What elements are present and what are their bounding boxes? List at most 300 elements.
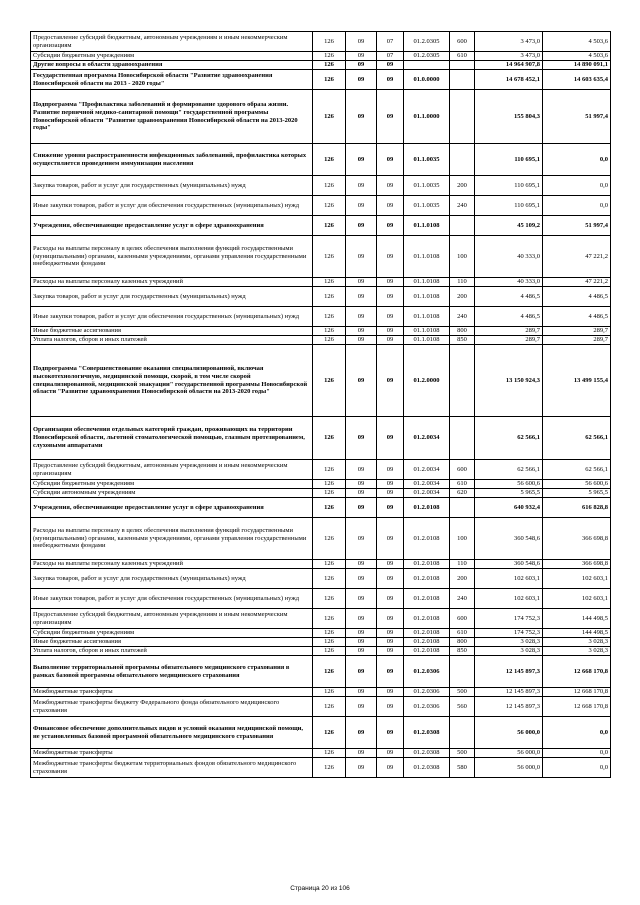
cell-expense-type: 800 [450, 327, 475, 336]
cell-ministry-code: 126 [313, 236, 346, 278]
document-page [30, 31, 610, 778]
cell-amount-1: 102 603,1 [475, 589, 543, 609]
cell-target-code: 01.2.0306 [404, 656, 450, 688]
cell-target-code: 01.1.0000 [404, 90, 450, 144]
cell-expense-type: 240 [450, 589, 475, 609]
cell-amount-2: 366 698,8 [543, 560, 611, 569]
cell-section-code: 09 [346, 216, 377, 236]
cell-subsection-code: 09 [377, 90, 404, 144]
cell-amount-1: 4 486,5 [475, 287, 543, 307]
cell-expense-type [450, 61, 475, 70]
cell-section-code: 09 [346, 489, 377, 498]
cell-section-code: 09 [346, 569, 377, 589]
cell-section-code: 09 [346, 518, 377, 560]
table-row [31, 196, 611, 216]
cell-subsection-code: 07 [377, 32, 404, 52]
cell-target-code: 01.1.0035 [404, 176, 450, 196]
table-row [31, 336, 611, 345]
cell-expense-type: 110 [450, 278, 475, 287]
cell-ministry-code: 126 [313, 489, 346, 498]
cell-subsection-code: 09 [377, 489, 404, 498]
cell-amount-2: 3 028,3 [543, 647, 611, 656]
cell-target-code: 01.2.0108 [404, 647, 450, 656]
page-number: Страница 20 из 106 [290, 885, 350, 892]
cell-section-code: 09 [346, 236, 377, 278]
cell-target-code: 01.2.0308 [404, 717, 450, 749]
cell-amount-2: 47 221,2 [543, 236, 611, 278]
cell-ministry-code: 126 [313, 176, 346, 196]
cell-ministry-code: 126 [313, 629, 346, 638]
cell-target-code: 01.1.0108 [404, 278, 450, 287]
cell-ministry-code: 126 [313, 278, 346, 287]
cell-subsection-code: 09 [377, 196, 404, 216]
cell-ministry-code: 126 [313, 52, 346, 61]
cell-amount-1: 45 109,2 [475, 216, 543, 236]
cell-subsection-code: 09 [377, 307, 404, 327]
table-row [31, 90, 611, 144]
cell-ministry-code: 126 [313, 327, 346, 336]
cell-target-code: 01.2.0308 [404, 749, 450, 758]
row-name: Расходы на выплаты персоналу казенных учреждений [31, 278, 313, 287]
cell-amount-1: 174 752,3 [475, 609, 543, 629]
cell-expense-type: 240 [450, 196, 475, 216]
table-row [31, 216, 611, 236]
cell-subsection-code: 09 [377, 569, 404, 589]
cell-expense-type [450, 717, 475, 749]
cell-section-code: 09 [346, 336, 377, 345]
cell-target-code: 01.2.0108 [404, 629, 450, 638]
table-row [31, 278, 611, 287]
cell-section-code: 09 [346, 61, 377, 70]
cell-expense-type [450, 216, 475, 236]
cell-target-code: 01.1.0108 [404, 307, 450, 327]
cell-expense-type [450, 345, 475, 417]
cell-ministry-code: 126 [313, 717, 346, 749]
cell-section-code: 09 [346, 589, 377, 609]
row-name: Уплата налогов, сборов и иных платежей [31, 336, 313, 345]
cell-subsection-code: 09 [377, 518, 404, 560]
table-row [31, 307, 611, 327]
row-name: Выполнение территориальной программы обязательного медицинского страхования в рамках базовой программы обязательного медицинского страхования [31, 656, 313, 688]
cell-subsection-code: 09 [377, 278, 404, 287]
cell-amount-2: 144 498,5 [543, 629, 611, 638]
cell-expense-type: 500 [450, 688, 475, 697]
cell-ministry-code: 126 [313, 196, 346, 216]
cell-amount-2: 0,0 [543, 749, 611, 758]
cell-expense-type: 850 [450, 336, 475, 345]
cell-amount-1: 12 145 897,3 [475, 697, 543, 717]
table-row [31, 176, 611, 196]
cell-expense-type: 850 [450, 647, 475, 656]
row-name: Подпрограмма "Совершенствование оказания специализированной, включая высокотехнологичную, медицинской помощи, скорой, в том числе скорой специализированной, медицинской эвакуации" государственной программы Новосибирской области "Развитие здравоохранения Новосибирской области на 2013-2020 годы" [31, 345, 313, 417]
table-row [31, 629, 611, 638]
table-row [31, 61, 611, 70]
row-name: Организация обеспечения отдельных категорий граждан, проживающих на территории Новосибирской области, льготной стоматологической помощью, глазным протезированием, слуховыми аппаратами [31, 417, 313, 460]
cell-subsection-code: 09 [377, 327, 404, 336]
table-row [31, 518, 611, 560]
cell-amount-2: 4 503,6 [543, 32, 611, 52]
cell-target-code: 01.2.0034 [404, 417, 450, 460]
cell-amount-1: 102 603,1 [475, 569, 543, 589]
row-name: Другие вопросы в области здравоохранения [31, 61, 313, 70]
cell-section-code: 09 [346, 287, 377, 307]
cell-amount-1: 3 473,0 [475, 52, 543, 61]
row-name: Подпрограмма "Профилактика заболеваний и формирование здорового образа жизни. Развитие первичной медико-санитарной помощи" государственной программы Новосибирской области "Развитие здравоохранения Новосибирской области на 2013-2020 годы" [31, 90, 313, 144]
table-row [31, 697, 611, 717]
table-body [31, 32, 611, 778]
cell-target-code: 01.1.0108 [404, 236, 450, 278]
cell-amount-2: 289,7 [543, 336, 611, 345]
cell-amount-2: 4 486,5 [543, 287, 611, 307]
cell-section-code: 09 [346, 498, 377, 518]
cell-target-code: 01.2.0108 [404, 518, 450, 560]
cell-section-code: 09 [346, 758, 377, 778]
cell-amount-2: 0,0 [543, 144, 611, 176]
cell-amount-2: 13 499 155,4 [543, 345, 611, 417]
cell-amount-1: 289,7 [475, 336, 543, 345]
cell-amount-2: 12 668 170,8 [543, 656, 611, 688]
cell-expense-type: 560 [450, 697, 475, 717]
table-row [31, 70, 611, 90]
cell-amount-2: 102 603,1 [543, 589, 611, 609]
cell-amount-2: 0,0 [543, 196, 611, 216]
budget-table [30, 31, 611, 778]
cell-target-code: 01.2.0306 [404, 697, 450, 717]
cell-amount-1: 110 695,1 [475, 144, 543, 176]
row-name: Иные закупки товаров, работ и услуг для обеспечения государственных (муниципальных) нужд [31, 589, 313, 609]
cell-amount-2: 144 498,5 [543, 609, 611, 629]
row-name: Расходы на выплаты персоналу в целях обеспечения выполнения функций государственными (муниципальными) органами, казенными учреждениями, органами управления государственными внебюджетными фондами [31, 518, 313, 560]
cell-target-code: 01.2.0108 [404, 560, 450, 569]
row-name: Межбюджетные трансферты бюджету Федерального фонда обязательного медицинского страхования [31, 697, 313, 717]
cell-ministry-code: 126 [313, 498, 346, 518]
cell-amount-2: 4 486,5 [543, 307, 611, 327]
cell-target-code: 01.0.0000 [404, 70, 450, 90]
cell-target-code: 01.1.0108 [404, 327, 450, 336]
cell-ministry-code: 126 [313, 61, 346, 70]
row-name: Государственная программа Новосибирской области "Развитие здравоохранения Новосибирской области на 2013 - 2020 годы" [31, 70, 313, 90]
cell-expense-type: 200 [450, 569, 475, 589]
cell-expense-type [450, 417, 475, 460]
cell-ministry-code: 126 [313, 758, 346, 778]
cell-subsection-code: 09 [377, 336, 404, 345]
cell-subsection-code: 09 [377, 417, 404, 460]
cell-ministry-code: 126 [313, 518, 346, 560]
cell-target-code [404, 61, 450, 70]
cell-amount-1: 62 566,1 [475, 460, 543, 480]
cell-subsection-code: 09 [377, 609, 404, 629]
table-row [31, 647, 611, 656]
cell-ministry-code: 126 [313, 90, 346, 144]
cell-amount-1: 12 145 897,3 [475, 688, 543, 697]
row-name: Предоставление субсидий бюджетным, автономным учреждениям и иным некоммерческим организациям [31, 609, 313, 629]
cell-expense-type: 580 [450, 758, 475, 778]
row-name: Финансовое обеспечение дополнительных видов и условий оказания медицинской помощи, не установленных базовой программой обязательного медицинского страхования [31, 717, 313, 749]
row-name: Иные бюджетные ассигнования [31, 638, 313, 647]
cell-subsection-code: 09 [377, 647, 404, 656]
row-name: Субсидии бюджетным учреждениям [31, 52, 313, 61]
table-row [31, 345, 611, 417]
cell-expense-type: 240 [450, 307, 475, 327]
cell-subsection-code: 09 [377, 498, 404, 518]
cell-ministry-code: 126 [313, 216, 346, 236]
cell-target-code: 01.1.0035 [404, 144, 450, 176]
cell-target-code: 01.2.0000 [404, 345, 450, 417]
cell-target-code: 01.2.0108 [404, 589, 450, 609]
cell-expense-type [450, 144, 475, 176]
cell-ministry-code: 126 [313, 287, 346, 307]
cell-section-code: 09 [346, 417, 377, 460]
cell-amount-2: 3 028,3 [543, 638, 611, 647]
cell-section-code: 09 [346, 656, 377, 688]
cell-amount-2: 14 603 635,4 [543, 70, 611, 90]
row-name: Иные бюджетные ассигнования [31, 327, 313, 336]
row-name: Закупка товаров, работ и услуг для государственных (муниципальных) нужд [31, 287, 313, 307]
cell-subsection-code: 09 [377, 688, 404, 697]
cell-ministry-code: 126 [313, 569, 346, 589]
cell-amount-2: 12 668 170,8 [543, 697, 611, 717]
cell-amount-1: 110 695,1 [475, 196, 543, 216]
table-row [31, 609, 611, 629]
cell-section-code: 09 [346, 307, 377, 327]
cell-amount-1: 640 932,4 [475, 498, 543, 518]
cell-amount-1: 174 752,3 [475, 629, 543, 638]
row-name: Расходы на выплаты персоналу в целях обеспечения выполнения функций государственными (муниципальными) органами, казенными учреждениями, органами управления государственными внебюджетными фондами [31, 236, 313, 278]
cell-subsection-code: 09 [377, 144, 404, 176]
cell-amount-1: 14 678 452,1 [475, 70, 543, 90]
cell-ministry-code: 126 [313, 480, 346, 489]
cell-section-code: 09 [346, 32, 377, 52]
cell-section-code: 09 [346, 327, 377, 336]
table-row [31, 460, 611, 480]
cell-section-code: 09 [346, 629, 377, 638]
cell-subsection-code: 09 [377, 629, 404, 638]
cell-expense-type [450, 656, 475, 688]
cell-amount-2: 12 668 170,8 [543, 688, 611, 697]
row-name: Межбюджетные трансферты [31, 749, 313, 758]
cell-amount-2: 102 603,1 [543, 569, 611, 589]
cell-section-code: 09 [346, 345, 377, 417]
cell-amount-1: 3 473,0 [475, 32, 543, 52]
cell-amount-2: 14 890 091,1 [543, 61, 611, 70]
cell-amount-1: 56 600,6 [475, 480, 543, 489]
cell-subsection-code: 09 [377, 560, 404, 569]
table-row [31, 749, 611, 758]
table-row [31, 758, 611, 778]
cell-amount-1: 56 000,0 [475, 749, 543, 758]
cell-section-code: 09 [346, 70, 377, 90]
row-name: Предоставление субсидий бюджетным, автономным учреждениям и иным некоммерческим организациям [31, 32, 313, 52]
cell-amount-2: 62 566,1 [543, 460, 611, 480]
cell-amount-2: 0,0 [543, 717, 611, 749]
cell-amount-1: 3 028,3 [475, 647, 543, 656]
cell-target-code: 01.2.0108 [404, 498, 450, 518]
cell-target-code: 01.1.0035 [404, 196, 450, 216]
table-row [31, 417, 611, 460]
cell-ministry-code: 126 [313, 589, 346, 609]
row-name: Межбюджетные трансферты бюджетам территориальных фондов обязательного медицинского страхования [31, 758, 313, 778]
cell-section-code: 09 [346, 749, 377, 758]
cell-amount-2: 56 600,6 [543, 480, 611, 489]
cell-expense-type: 610 [450, 629, 475, 638]
row-name: Межбюджетные трансферты [31, 688, 313, 697]
table-row [31, 52, 611, 61]
cell-expense-type: 200 [450, 287, 475, 307]
cell-expense-type: 600 [450, 460, 475, 480]
row-name: Расходы на выплаты персоналу казенных учреждений [31, 560, 313, 569]
cell-ministry-code: 126 [313, 417, 346, 460]
cell-amount-1: 289,7 [475, 327, 543, 336]
row-name: Закупка товаров, работ и услуг для государственных (муниципальных) нужд [31, 569, 313, 589]
row-name: Иные закупки товаров, работ и услуг для обеспечения государственных (муниципальных) нужд [31, 196, 313, 216]
cell-amount-2: 0,0 [543, 758, 611, 778]
cell-section-code: 09 [346, 560, 377, 569]
cell-expense-type: 100 [450, 236, 475, 278]
cell-section-code: 09 [346, 52, 377, 61]
cell-expense-type: 500 [450, 749, 475, 758]
cell-subsection-code: 09 [377, 656, 404, 688]
table-row [31, 717, 611, 749]
row-name: Закупка товаров, работ и услуг для государственных (муниципальных) нужд [31, 176, 313, 196]
cell-amount-1: 56 000,0 [475, 717, 543, 749]
cell-target-code: 01.2.0034 [404, 489, 450, 498]
cell-amount-1: 12 145 897,3 [475, 656, 543, 688]
row-name: Субсидии бюджетным учреждениям [31, 629, 313, 638]
cell-target-code: 01.2.0108 [404, 569, 450, 589]
cell-ministry-code: 126 [313, 345, 346, 417]
table-row [31, 569, 611, 589]
cell-subsection-code: 09 [377, 638, 404, 647]
cell-subsection-code: 09 [377, 236, 404, 278]
cell-subsection-code: 09 [377, 697, 404, 717]
cell-section-code: 09 [346, 717, 377, 749]
cell-section-code: 09 [346, 460, 377, 480]
cell-subsection-code: 09 [377, 749, 404, 758]
table-row [31, 589, 611, 609]
cell-section-code: 09 [346, 697, 377, 717]
cell-amount-1: 40 333,0 [475, 278, 543, 287]
cell-amount-2: 289,7 [543, 327, 611, 336]
cell-expense-type: 600 [450, 32, 475, 52]
cell-target-code: 01.2.0306 [404, 688, 450, 697]
cell-amount-1: 360 548,6 [475, 560, 543, 569]
cell-amount-1: 5 965,5 [475, 489, 543, 498]
cell-amount-1: 110 695,1 [475, 176, 543, 196]
cell-amount-1: 4 486,5 [475, 307, 543, 327]
cell-target-code: 01.2.0034 [404, 480, 450, 489]
cell-subsection-code: 09 [377, 345, 404, 417]
cell-subsection-code: 09 [377, 176, 404, 196]
cell-amount-1: 3 028,3 [475, 638, 543, 647]
cell-section-code: 09 [346, 688, 377, 697]
cell-expense-type: 800 [450, 638, 475, 647]
cell-target-code: 01.2.0308 [404, 758, 450, 778]
cell-section-code: 09 [346, 278, 377, 287]
cell-amount-2: 51 997,4 [543, 216, 611, 236]
cell-expense-type: 620 [450, 489, 475, 498]
cell-subsection-code: 07 [377, 52, 404, 61]
table-row [31, 236, 611, 278]
cell-subsection-code: 09 [377, 460, 404, 480]
cell-target-code: 01.2.0305 [404, 32, 450, 52]
cell-amount-1: 62 566,1 [475, 417, 543, 460]
cell-amount-1: 360 548,6 [475, 518, 543, 560]
table-row [31, 144, 611, 176]
cell-amount-2: 616 828,8 [543, 498, 611, 518]
row-name: Иные закупки товаров, работ и услуг для обеспечения государственных (муниципальных) нужд [31, 307, 313, 327]
cell-amount-1: 56 000,0 [475, 758, 543, 778]
cell-subsection-code: 09 [377, 717, 404, 749]
cell-ministry-code: 126 [313, 307, 346, 327]
cell-ministry-code: 126 [313, 749, 346, 758]
cell-subsection-code: 09 [377, 589, 404, 609]
table-row [31, 638, 611, 647]
cell-amount-2: 366 698,8 [543, 518, 611, 560]
table-row [31, 656, 611, 688]
cell-expense-type: 200 [450, 176, 475, 196]
cell-expense-type: 600 [450, 609, 475, 629]
cell-amount-2: 62 566,1 [543, 417, 611, 460]
cell-ministry-code: 126 [313, 609, 346, 629]
cell-target-code: 01.1.0108 [404, 336, 450, 345]
cell-target-code: 01.2.0108 [404, 638, 450, 647]
cell-section-code: 09 [346, 647, 377, 656]
cell-expense-type [450, 90, 475, 144]
cell-amount-2: 0,0 [543, 176, 611, 196]
cell-section-code: 09 [346, 176, 377, 196]
cell-ministry-code: 126 [313, 560, 346, 569]
table-row [31, 560, 611, 569]
cell-expense-type: 610 [450, 480, 475, 489]
row-name: Предоставление субсидий бюджетным, автономным учреждениям и иным некоммерческим организациям [31, 460, 313, 480]
cell-expense-type: 610 [450, 52, 475, 61]
cell-expense-type [450, 498, 475, 518]
cell-amount-2: 51 997,4 [543, 90, 611, 144]
cell-ministry-code: 126 [313, 647, 346, 656]
row-name: Снижение уровня распространенности инфекционных заболеваний, профилактика которых осуществляется проведением иммунизации населения [31, 144, 313, 176]
table-row [31, 498, 611, 518]
table-row [31, 32, 611, 52]
cell-target-code: 01.1.0108 [404, 216, 450, 236]
cell-expense-type [450, 70, 475, 90]
cell-ministry-code: 126 [313, 460, 346, 480]
cell-section-code: 09 [346, 196, 377, 216]
cell-ministry-code: 126 [313, 32, 346, 52]
cell-amount-2: 4 503,6 [543, 52, 611, 61]
table-row [31, 489, 611, 498]
cell-amount-1: 14 964 907,8 [475, 61, 543, 70]
table-row [31, 327, 611, 336]
cell-amount-2: 47 221,2 [543, 278, 611, 287]
cell-target-code: 01.2.0034 [404, 460, 450, 480]
cell-subsection-code: 09 [377, 70, 404, 90]
cell-expense-type: 110 [450, 560, 475, 569]
row-name: Субсидии бюджетным учреждениям [31, 480, 313, 489]
cell-subsection-code: 09 [377, 61, 404, 70]
cell-amount-1: 40 333,0 [475, 236, 543, 278]
cell-ministry-code: 126 [313, 656, 346, 688]
table-row [31, 287, 611, 307]
cell-section-code: 09 [346, 638, 377, 647]
table-row [31, 688, 611, 697]
cell-ministry-code: 126 [313, 688, 346, 697]
table-row [31, 480, 611, 489]
cell-ministry-code: 126 [313, 638, 346, 647]
row-name: Учреждения, обеспечивающие предоставление услуг в сфере здравоохранения [31, 216, 313, 236]
cell-subsection-code: 09 [377, 216, 404, 236]
cell-amount-1: 155 804,3 [475, 90, 543, 144]
cell-subsection-code: 09 [377, 287, 404, 307]
